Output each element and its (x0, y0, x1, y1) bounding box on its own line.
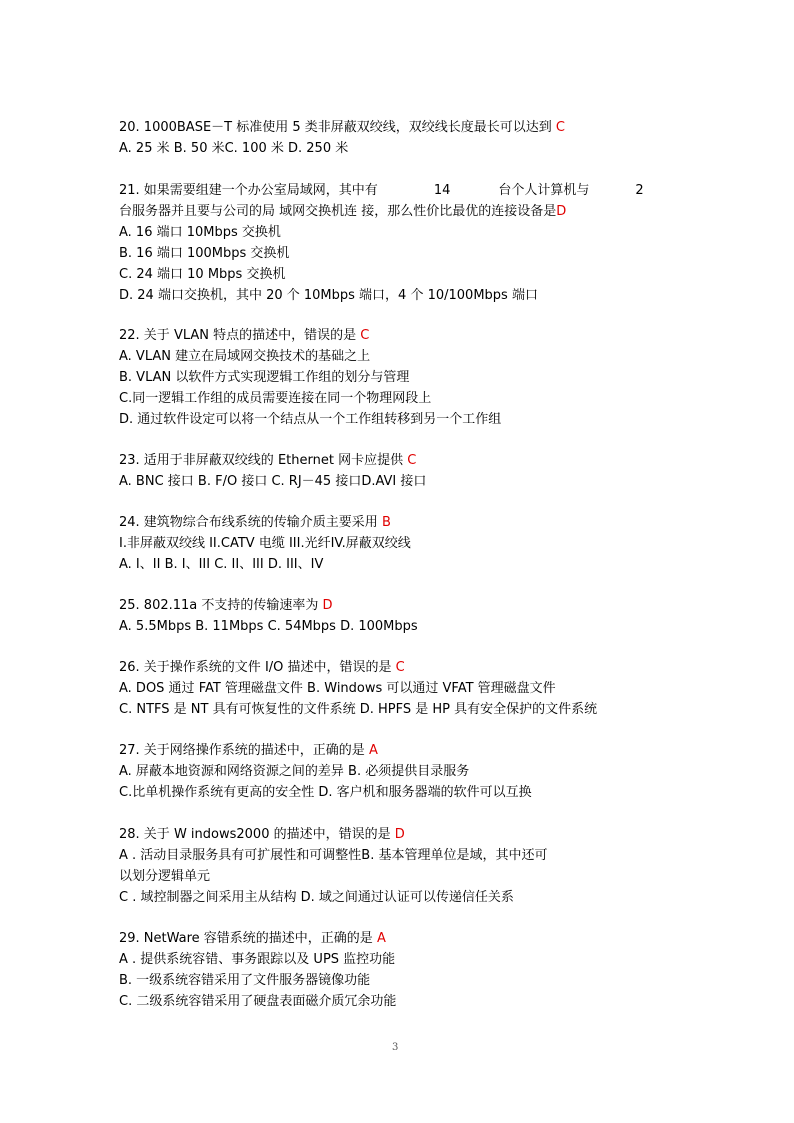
question-29-stem: 29. NetWare 容错系统的描述中，正确的是 A (119, 931, 386, 946)
question-25-stem: 25. 802.11a 不支持的传输速率为 D (119, 598, 333, 613)
option-line: A. VLAN 建立在局域网交换技术的基础之上 (119, 349, 371, 364)
option-line: 以划分逻辑单元 (119, 869, 211, 884)
option-line: A. 25 米 B. 50 米C. 100 米 D. 250 米 (119, 141, 349, 156)
option-line: B. 16 端口 100Mbps 交换机 (119, 246, 290, 261)
option-line: D. 24 端口交换机，其中 20 个 10Mbps 端口，4 个 10/100Mbps 端口 (119, 288, 538, 303)
option-line: B. 一级系统容错采用了文件服务器镜像功能 (119, 973, 371, 988)
option-line: C.比单机操作系统有更高的安全性 D. 客户机和服务器端的软件可以互换 (119, 785, 532, 800)
option-line: B. VLAN 以软件方式实现逻辑工作组的划分与管理 (119, 370, 410, 385)
option-line: A. I、II B. I、III C. II、III D. III、IV (119, 557, 324, 572)
option-line: C.同一逻辑工作组的成员需要连接在同一个物理网段上 (119, 391, 432, 406)
option-line: A. 5.5Mbps B. 11Mbps C. 54Mbps D. 100Mbps (119, 619, 418, 634)
answer-mark: C (555, 120, 565, 135)
question-24-stem: 24. 建筑物综合布线系统的传输介质主要采用 B (119, 515, 391, 530)
answer-mark: D (556, 204, 567, 219)
answer-mark: A (368, 743, 378, 758)
question-23-stem: 23. 适用于非屏蔽双绞线的 Ethernet 网卡应提供 C (119, 453, 417, 468)
answer-mark: C (395, 660, 405, 675)
question-21-stem-line2: 台服务器并且要与公司的局 域网交换机连 接，那么性价比最优的连接设备是D (119, 204, 567, 219)
answer-mark: C (360, 328, 370, 343)
option-line: C . 域控制器之间采用主从结构 D. 域之间通过认证可以传递信任关系 (119, 890, 514, 905)
option-line: C. 24 端口 10 Mbps 交换机 (119, 267, 286, 282)
option-line: D. 通过软件设定可以将一个结点从一个工作组转移到另一个工作组 (119, 412, 502, 427)
question-22-stem: 22. 关于 VLAN 特点的描述中，错误的是 C (119, 328, 370, 343)
option-line: C. NTFS 是 NT 具有可恢复性的文件系统 D. HPFS 是 HP 具有安全保护的文件系统 (119, 702, 598, 717)
answer-mark: C (407, 453, 417, 468)
question-21-stem: 21. 如果需要组建一个办公室局域网，其中有 14 台个人计算机与 2 (119, 183, 644, 198)
question-27-stem: 27. 关于网络操作系统的描述中，正确的是 A (119, 743, 378, 758)
option-line: A. 屏蔽本地资源和网络资源之间的差异 B. 必须提供目录服务 (119, 764, 470, 779)
question-20-stem: 20. 1000BASE－T 标准使用 5 类非屏蔽双绞线，双绞线长度最长可以达到 C (119, 120, 565, 135)
answer-mark: D (322, 598, 333, 613)
option-line: C. 二级系统容错采用了硬盘表面磁介质冗余功能 (119, 994, 397, 1009)
question-28-stem: 28. 关于 W indows2000 的描述中，错误的是 D (119, 827, 405, 842)
option-line: A. BNC 接口 B. F/O 接口 C. RJ－45 接口D.AVI 接口 (119, 474, 427, 489)
option-line: A. DOS 通过 FAT 管理磁盘文件 B. Windows 可以通过 VFAT 管理磁盘文件 (119, 681, 556, 696)
question-26-stem: 26. 关于操作系统的文件 I/O 描述中，错误的是 C (119, 660, 405, 675)
option-line: I.非屏蔽双绞线 II.CATV 电缆 III.光纤IV.屏蔽双绞线 (119, 536, 411, 551)
option-line: A . 提供系统容错、事务跟踪以及 UPS 监控功能 (119, 952, 396, 967)
answer-mark: D (394, 827, 405, 842)
option-line: A. 16 端口 10Mbps 交换机 (119, 225, 281, 240)
answer-mark: B (381, 515, 391, 530)
answer-mark: A (376, 931, 386, 946)
page-number: 3 (392, 1042, 399, 1053)
option-line: A . 活动目录服务具有可扩展性和可调整性B. 基本管理单位是域，其中还可 (119, 848, 548, 863)
